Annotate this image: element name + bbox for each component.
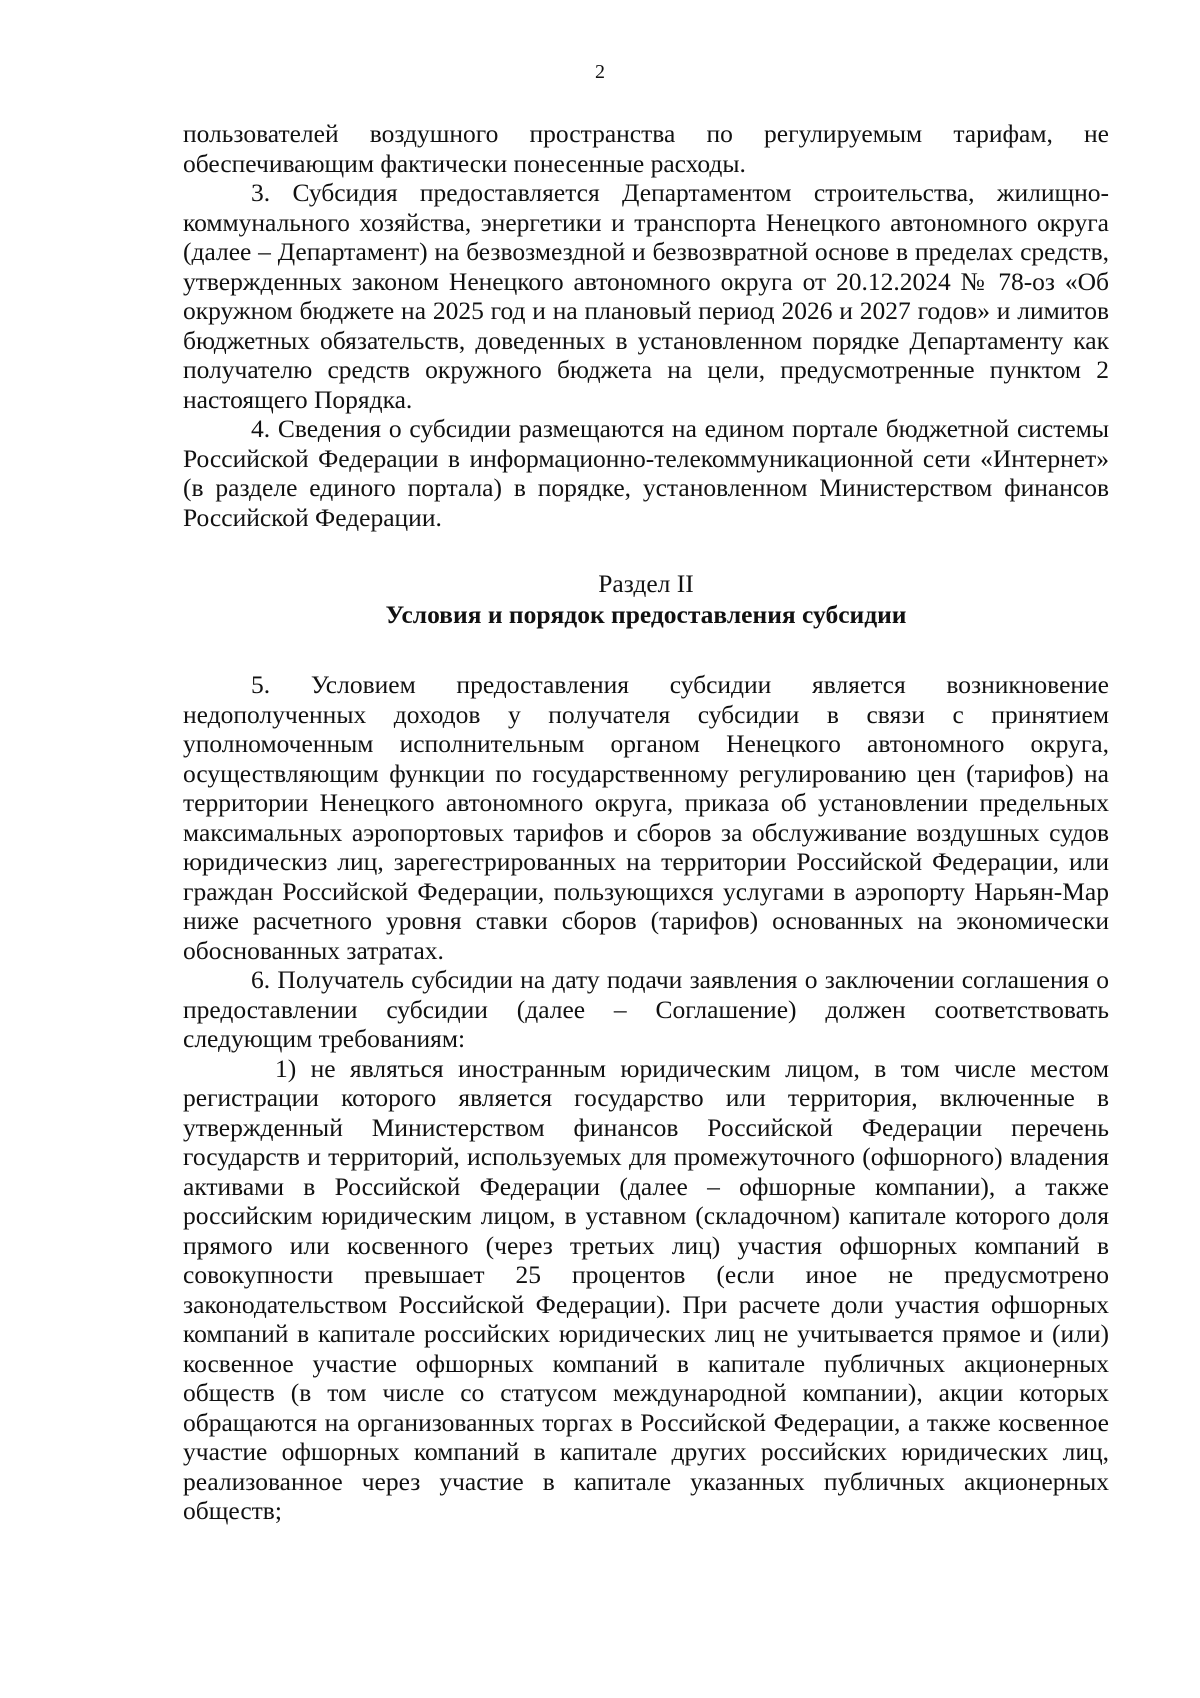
paragraph-5: 5. Условием предоставления субсидии является возникновение недополученных доходов у получателя субсидии в связи с принятием уполномоченным исполнительным органом Ненецкого автономного округа, осуществляющим функции по государственному регулированию цен (тарифов) на территории Ненецкого автономного округа, приказа об установлении предельных максимальных аэропортовых тарифов и сборов за обслуживание воздушных судов юридическиз лиц, зарегестрированных на территории Российской Федерации, или граждан Российской Федерации, пользующихся услугами в аэропорту Нарьян-Мар ниже расчетного уровня ставки сборов (тарифов) основанных на экономически обоснованных затратах. [183,670,1109,965]
paragraph-6: 6. Получатель субсидии на дату подачи заявления о заключении соглашения о предоставлении субсидии (далее – Соглашение) должен соответствовать следующим требованиям: [183,965,1109,1053]
section-title: Условия и порядок предоставления субсидии [385,600,907,629]
page-number: 2 [595,61,605,83]
paragraph-3: 3. Субсидия предоставляется Департаментом строительства, жилищно-коммунального хозяйства, энергетики и транспорта Ненецкого автономного округа (далее – Департамент) на безвозмездной и безвозвратной основе в пределах средств, утвержденных законом Ненецкого автономного округа от 20.12.2024 № 78-оз «Об окружном бюджете на 2025 год и на плановый период 2026 и 2027 годов» и лимитов бюджетных обязательств, доведенных в установленном порядке Департаменту как получателю средств окружного бюджета на цели, предусмотренные пунктом 2 настоящего Порядка. [183,178,1109,414]
section-number: Раздел II [598,569,694,598]
paragraph-4: 4. Сведения о субсидии размещаются на едином портале бюджетной системы Российской Федерации в информационно-телекоммуникационной сети «Интернет» (в разделе единого портала) в порядке, установленном Министерством финансов Российской Федерации. [183,414,1109,532]
section-heading [183,569,1109,631]
paragraph-continuation: пользователей воздушного пространства по регулируемым тарифам, не обеспечивающим фактически понесенные расходы. [183,119,1109,178]
document-body [183,119,1109,1526]
paragraph-6-item-1: 1) не являться иностранным юридическим лицом, в том числе местом регистрации которого является государство или территория, включенные в утвержденный Министерством финансов Российской Федерации перечень государств и территорий, используемых для промежуточного (офшорного) владения активами в Российской Федерации (далее – офшорные компании), а также российским юридическим лицом, в уставном (складочном) капитале которого доля прямого или косвенного (через третьих лиц) участия офшорных компаний в совокупности превышает 25 процентов (если иное не предусмотрено законодательством Российской Федерации). При расчете доли участия офшорных компаний в капитале российских юридических лиц не учитывается прямое и (или) косвенное участие офшорных компаний в капитале публичных акционерных обществ (в том числе со статусом международной компании), акции которых обращаются на организованных торгах в Российской Федерации, а также косвенное участие офшорных компаний в капитале других российских юридических лиц, реализованное через участие в капитале указанных публичных акционерных обществ; [183,1053,1109,1525]
